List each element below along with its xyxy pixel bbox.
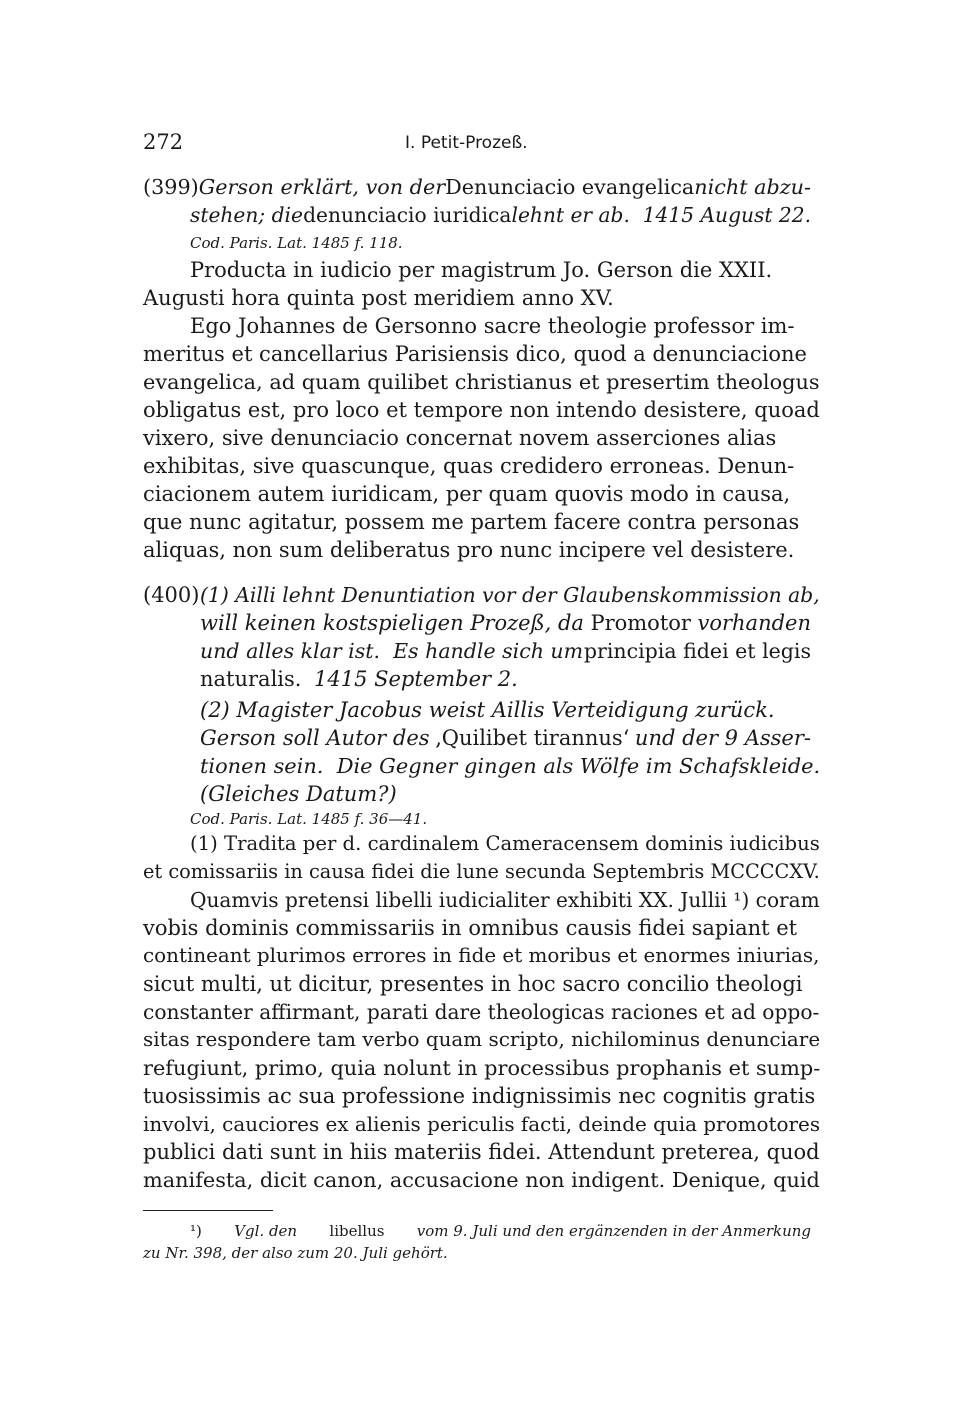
- summary-text: will keinen kostspieligen Prozeß, da: [200, 611, 584, 635]
- summary-text: (2) Magister Jacobus weist Aillis Verteidigung zurück.: [200, 698, 775, 722]
- footnote-text: zu Nr. 398, der also zum 20. Juli gehört.: [143, 1244, 448, 1262]
- footnote-line: [190, 1222, 811, 1240]
- text-line: (1) Tradita per d. cardinalem Cameracensem dominis iudicibus: [190, 832, 820, 855]
- entry-399-summary-line-1: [143, 175, 811, 199]
- text-line: et comissariis in causa fidei die lune secunda Septembris MCCCCXV.: [143, 860, 820, 883]
- text-line: tuosissimis ac sua professione indignissimis nec cognitis gratis: [143, 1084, 816, 1108]
- summary-text: nicht abzu-: [694, 175, 811, 199]
- text-line: obligatus est, pro loco et tempore non intendo desistere, quoad: [143, 398, 820, 422]
- entry-399-source: Cod. Paris. Lat. 1485 f. 118.: [190, 234, 403, 252]
- entry-400-summary-line: [200, 726, 811, 750]
- footnote-marker: ¹): [190, 1222, 202, 1240]
- text-line: contineant plurimos errores in fide et moribus et enormes iniurias,: [143, 944, 820, 967]
- entry-400-summary-line: [200, 611, 811, 635]
- summary-text: Gerson erklärt, von der: [198, 175, 446, 199]
- entry-number-400: (400): [143, 583, 200, 607]
- summary-text: vorhanden: [697, 611, 811, 635]
- summary-text: lehnt er ab. 1415 August 22.: [511, 203, 811, 227]
- summary-date: 1415 September 2.: [314, 667, 518, 691]
- text-line: Quamvis pretensi libelli iudicialiter exhibiti XX. Jullii ¹) coram: [190, 888, 820, 912]
- summary-text: und alles klar ist. Es handle sich um: [200, 639, 584, 663]
- text-line: publici dati sunt in hiis materiis fidei. Attendunt preterea, quod: [143, 1140, 820, 1164]
- summary-text: (Gleiches Datum?): [200, 782, 397, 806]
- footnote-rule: [143, 1210, 273, 1211]
- text-line: exhibitas, sive quascunque, quas credidero erroneas. Denun-: [143, 454, 795, 478]
- summary-text: (1) Ailli lehnt Denuntiation vor der Glaubenskommission ab,: [200, 583, 820, 607]
- footnote-text: vom 9. Juli und den ergänzenden in der Anmerkung: [416, 1222, 811, 1240]
- text-line: sicut multi, ut dicitur, presentes in hoc sacro concilio theologi: [143, 972, 803, 996]
- text-line: ciacionem autem iuridicam, per quam quovis modo in causa,: [143, 482, 791, 506]
- summary-text: principia fidei et legis: [583, 639, 811, 663]
- summary-text: tionen sein. Die Gegner gingen als Wölfe im Schafskleide.: [200, 754, 821, 778]
- text-line: que nunc agitatur, possem me partem facere contra personas: [143, 510, 800, 534]
- text-line: Ego Johannes de Gersonno sacre theologie professor im-: [190, 314, 795, 338]
- entry-399-summary-line-2: [190, 203, 811, 227]
- footnote-text: libellus: [329, 1222, 385, 1240]
- text-line: involvi, cauciores ex alienis periculis facti, deinde quia promotores: [143, 1112, 821, 1136]
- text-line: vixero, sive denunciacio concernat novem asserciones alias: [143, 426, 777, 450]
- summary-text: stehen; die: [190, 203, 303, 227]
- summary-text: denunciacio iuridica: [303, 203, 512, 227]
- summary-text: Gerson soll Autor des: [200, 726, 430, 750]
- entry-400-summary-line: [200, 639, 811, 663]
- text-line: Producta in iudicio per magistrum Jo. Gerson die XXII.: [190, 258, 773, 282]
- text-line: manifesta, dicit canon, accusacione non indigent. Denique, quid: [143, 1168, 820, 1192]
- footnote-text: Vgl. den: [234, 1222, 298, 1240]
- entry-400-source: Cod. Paris. Lat. 1485 f. 36—41.: [190, 810, 428, 828]
- text-line: evangelica, ad quam quilibet christianus et presertim theologus: [143, 370, 820, 394]
- summary-text: und der 9 Asser-: [634, 726, 811, 750]
- summary-text: Promotor: [590, 611, 691, 635]
- text-line: refugiunt, primo, quia nolunt in processibus prophanis et sump-: [143, 1056, 821, 1080]
- text-line: sitas respondere tam verbo quam scripto, nichilominus denunciare: [143, 1028, 821, 1051]
- text-line: vobis dominis commissariis in omnibus causis fidei sapiant et: [143, 916, 798, 940]
- text-line: Augusti hora quinta post meridiem anno XV.: [143, 286, 614, 310]
- summary-text: Denunciacio evangelica: [445, 175, 695, 199]
- page-number: 272: [143, 130, 184, 154]
- summary-text: naturalis.: [200, 667, 302, 691]
- entry-number-399: (399): [143, 175, 199, 199]
- running-title: I. Petit-Prozeß.: [405, 133, 528, 153]
- text-line: aliquas, non sum deliberatus pro nunc incipere vel desistere.: [143, 538, 795, 562]
- summary-text: ‚Quilibet tirannus‘: [435, 726, 630, 750]
- text-line: meritus et cancellarius Parisiensis dico, quod a denunciacione: [143, 342, 807, 366]
- text-line: constanter affirmant, parati dare theologicas raciones et ad oppo-: [143, 1000, 820, 1024]
